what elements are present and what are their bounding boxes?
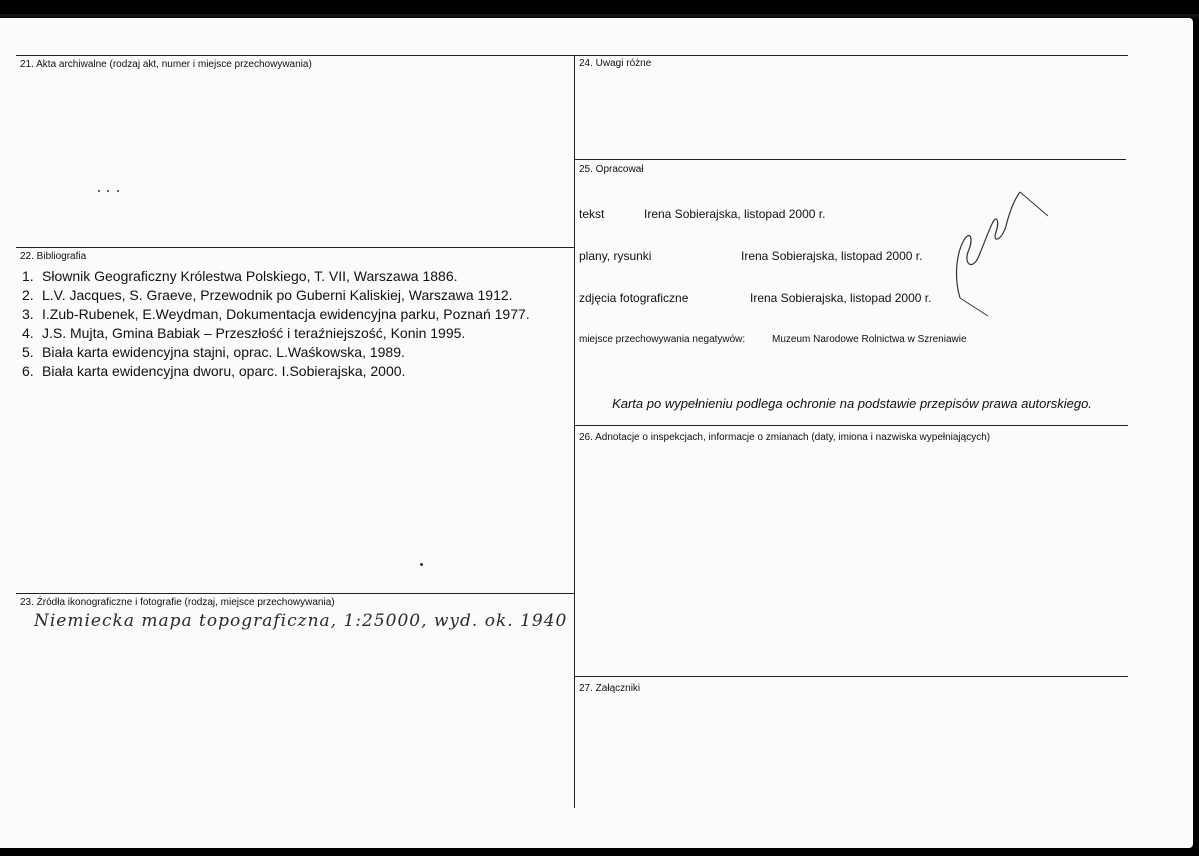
divider-22-23	[16, 593, 574, 594]
negatives-location-label: miejsce przechowywania negatywów:	[579, 334, 746, 345]
author-row-value: Irena Sobierajska, listopad 2000 r.	[741, 249, 923, 263]
divider-26-27	[574, 676, 1128, 677]
section-23-label: 23. Źródła ikonograficzne i fotografie (rodzaj, miejsce przechowywania)	[20, 597, 335, 608]
bibliography-item	[22, 305, 574, 324]
ink-speck	[98, 190, 100, 192]
bibliography-item-text: L.V. Jacques, S. Graeve, Przewodnik po Guberni Kaliskiej, Warszawa 1912.	[42, 287, 513, 303]
bibliography-item-number: 1.	[22, 268, 34, 284]
author-row-value: Irena Sobierajska, listopad 2000 r.	[644, 207, 826, 221]
bibliography-item-number: 4.	[22, 325, 34, 341]
center-divider-line	[574, 55, 575, 808]
section-25-label: 25. Opracował	[579, 164, 644, 175]
author-row-key: plany, rysunki	[579, 249, 652, 263]
copyright-notice: Karta po wypełnieniu podlega ochronie na podstawie przepisów prawa autorskiego.	[612, 396, 1092, 411]
bibliography-item-number: 5.	[22, 344, 34, 360]
bibliography-list	[22, 267, 574, 381]
divider-25-26	[574, 425, 1128, 426]
ink-speck	[107, 190, 109, 192]
bibliography-item-text: Słownik Geograficzny Królestwa Polskiego, T. VII, Warszawa 1886.	[42, 268, 458, 284]
handwritten-signature	[930, 180, 1050, 320]
bibliography-item	[22, 324, 574, 343]
bibliography-item	[22, 343, 574, 362]
section-21-label: 21. Akta archiwalne (rodzaj akt, numer i miejsce przechowywania)	[20, 59, 312, 70]
negatives-location-value: Muzeum Narodowe Rolnictwa w Szreniawie	[772, 334, 967, 345]
section-27-label: 27. Załączniki	[579, 683, 641, 694]
divider-24-25	[574, 159, 1126, 160]
bibliography-item-number: 3.	[22, 306, 34, 322]
bibliography-item	[22, 362, 574, 381]
section-24-label: 24. Uwagi różne	[579, 58, 652, 69]
handwritten-iconography-note: Niemiecka mapa topograficzna, 1:25000, wyd. ok. 1940	[34, 611, 568, 631]
bibliography-item-text: I.Zub-Rubenek, E.Weydman, Dokumentacja ewidencyjna parku, Poznań 1977.	[42, 306, 530, 322]
bibliography-item-number: 2.	[22, 287, 34, 303]
bibliography-item-number: 6.	[22, 363, 34, 379]
author-row-value: Irena Sobierajska, listopad 2000 r.	[750, 291, 932, 305]
top-border-line	[16, 55, 1128, 56]
bibliography-item	[22, 286, 574, 305]
bibliography-item-text: J.S. Mujta, Gmina Babiak – Przeszłość i teraźniejszość, Konin 1995.	[42, 325, 466, 341]
section-22-label: 22. Bibliografia	[20, 251, 87, 262]
divider-21-22	[16, 247, 574, 248]
bibliography-item-text: Biała karta ewidencyjna stajni, oprac. L.Waśkowska, 1989.	[42, 344, 405, 360]
ink-speck	[117, 190, 119, 192]
section-26-label: 26. Adnotacje o inspekcjach, informacje o zmianach (daty, imiona i nazwiska wypełniających)	[579, 432, 991, 443]
bibliography-item	[22, 267, 574, 286]
author-row-key: tekst	[579, 207, 605, 221]
author-row-key: zdjęcia fotograficzne	[579, 291, 689, 305]
ink-speck	[420, 563, 423, 566]
bibliography-item-text: Biała karta ewidencyjna dworu, oparc. I.Sobierajska, 2000.	[42, 363, 406, 379]
